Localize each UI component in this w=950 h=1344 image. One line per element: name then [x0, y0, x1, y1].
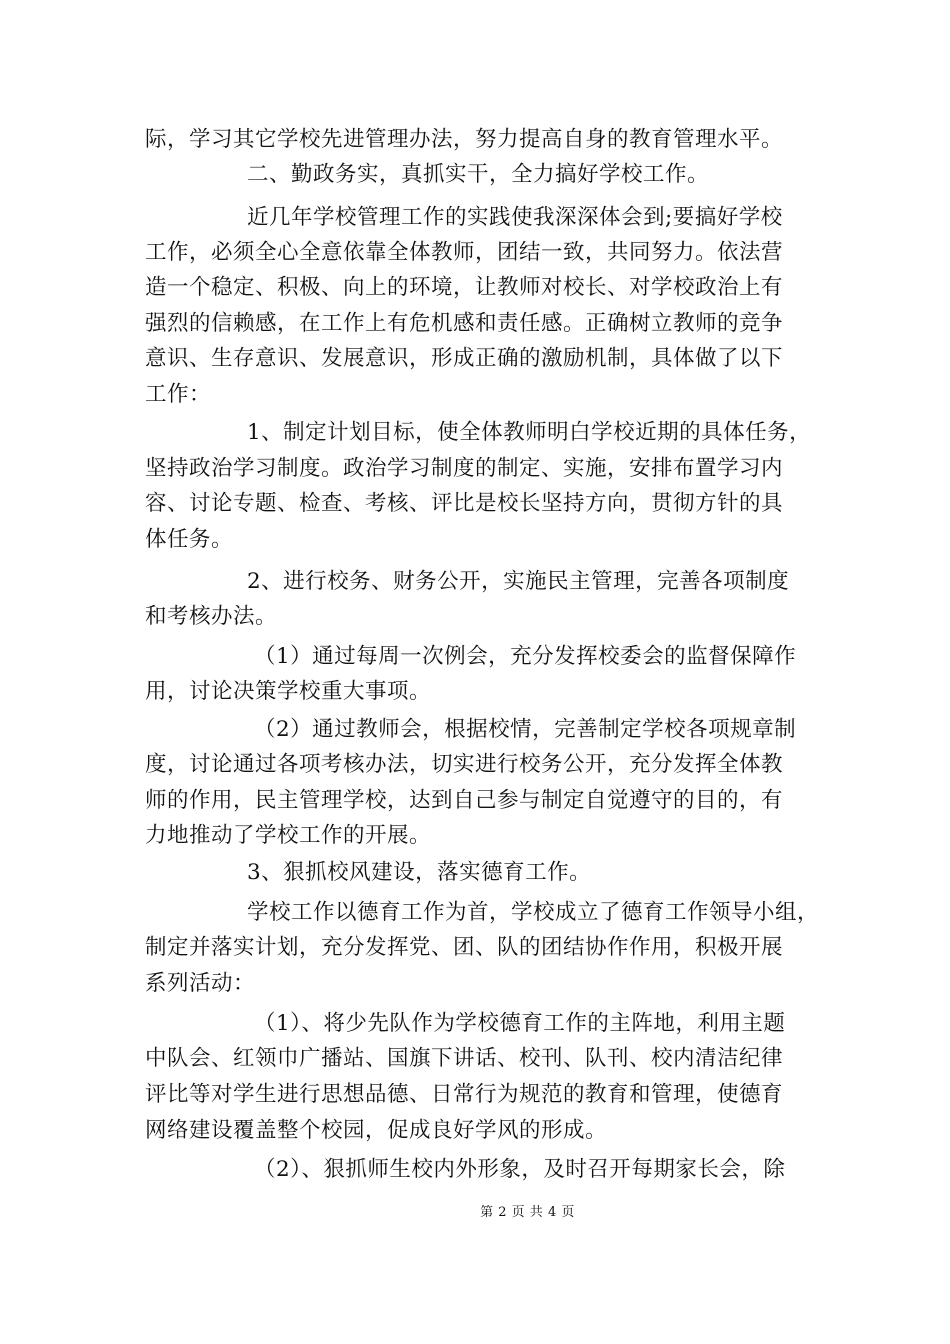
section-heading-2: 二、勤政务实，真抓实干，全力搞好学校工作。: [247, 162, 710, 187]
text-line-6: 强烈的信赖感，在工作上有危机感和责任感。正确树立教师的竞争: [145, 311, 784, 336]
text-line-9: 1、制定计划目标，使全体教师明白学校近期的具体任务，: [247, 420, 812, 445]
text-line-4: 工作，必须全心全意依靠全体教师，团结一致，共同努力。依法营: [145, 240, 784, 265]
section-heading-3: 3、狠抓校风建设，落实德育工作。: [247, 860, 592, 885]
text-line-13: 2、进行校务、财务公开，实施民主管理，完善各项制度: [247, 569, 790, 594]
text-line-1: 际，学习其它学校先进管理办法，努力提高自身的教育管理水平。: [145, 127, 784, 152]
page-number-footer: 第 2 页 共 4 页: [480, 1205, 575, 1220]
text-line-16: 用，讨论决策学校重大事项。: [145, 679, 432, 704]
text-line-14: 和考核办法。: [145, 604, 278, 629]
text-line-10: 坚持政治学习制度。政治学习制度的制定、实施，安排布置学习内: [145, 456, 784, 481]
text-line-29: （2）、狠抓师生校内外形象，及时召开每期家长会，除: [254, 1157, 786, 1182]
text-line-5: 造一个稳定、积极、向上的环境，让教师对校长、对学校政治上有: [145, 275, 784, 300]
text-line-25: （1）、将少先队作为学校德育工作的主阵地，利用主题: [254, 1011, 786, 1036]
text-line-28: 网络建设覆盖整个校园，促成良好学风的形成。: [145, 1118, 608, 1143]
text-line-24: 系列活动：: [145, 971, 256, 996]
text-line-17: （2）通过教师会，根据校情，完善制定学校各项规章制: [254, 717, 797, 742]
text-line-8: 工作：: [145, 382, 212, 407]
text-line-15: （1）通过每周一次例会，充分发挥校委会的监督保障作: [254, 644, 797, 669]
text-line-20: 力地推动了学校工作的开展。: [145, 823, 432, 848]
text-line-27: 评比等对学生进行思想品德、日常行为规范的教育和管理，使德育: [145, 1082, 784, 1107]
text-line-12: 体任务。: [145, 527, 234, 552]
text-line-22: 学校工作以德育工作为首，学校成立了德育工作领导小组，: [247, 900, 820, 925]
text-line-26: 中队会、红领巾广播站、国旗下讲话、校刊、队刊、校内清洁纪律: [145, 1046, 784, 1071]
text-line-19: 师的作用，民主管理学校，达到自己参与制定自觉遵守的目的，有: [145, 788, 784, 813]
text-line-18: 度，讨论通过各项考核办法，切实进行校务公开，充分发挥全体教: [145, 752, 784, 777]
text-line-3: 近几年学校管理工作的实践使我深深体会到;要搞好学校: [247, 205, 783, 230]
text-line-11: 容、讨论专题、检查、考核、评比是校长坚持方向，贯彻方针的具: [145, 491, 784, 516]
text-line-23: 制定并落实计划，充分发挥党、团、队的团结协作作用，积极开展: [145, 935, 784, 960]
text-line-7: 意识、生存意识、发展意识，形成正确的激励机制，具体做了以下: [145, 346, 784, 371]
